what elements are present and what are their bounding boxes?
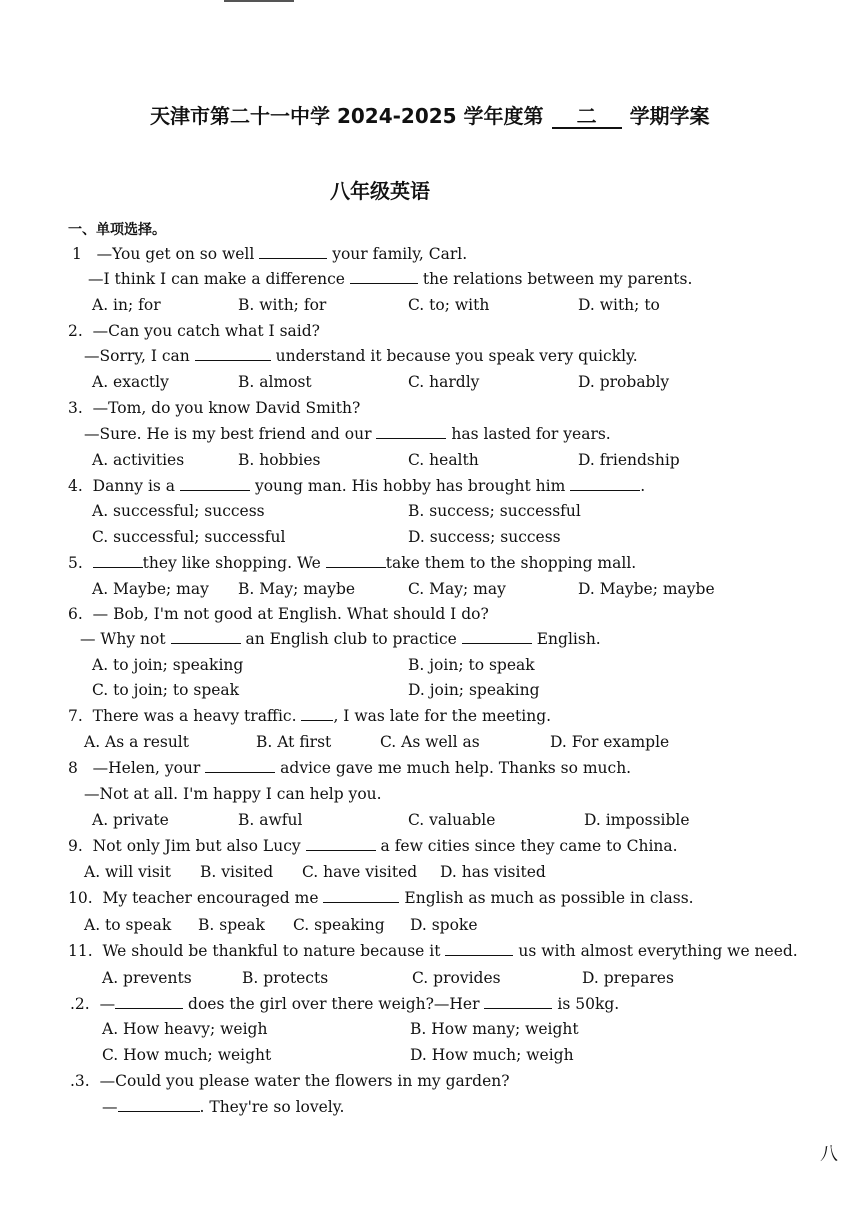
question-13-line-2: — . They're so lovely. bbox=[102, 1098, 345, 1116]
header-title-suffix: 学期学案 bbox=[629, 104, 710, 128]
answer-blank bbox=[326, 553, 386, 568]
question-number: 1 bbox=[72, 245, 82, 263]
question-2-line-2: —Sorry, I can understand it because you speak very quickly. bbox=[84, 347, 638, 365]
option-b: B. join; to speak bbox=[408, 656, 535, 674]
question-9: 9. Not only Jim but also Lucy a few cities since they came to China. bbox=[68, 837, 678, 855]
question-number: 6. bbox=[68, 605, 83, 623]
option-b: B. almost bbox=[238, 373, 312, 391]
option-c: C. valuable bbox=[408, 811, 496, 829]
option-c: C. May; may bbox=[408, 580, 506, 598]
section-title: 一、单项选择。 bbox=[68, 222, 166, 238]
scan-mark bbox=[224, 0, 294, 2]
option-b: B. At first bbox=[256, 733, 332, 751]
answer-blank bbox=[323, 888, 399, 903]
question-4: 4. Danny is a young man. His hobby has brought him . bbox=[68, 477, 646, 495]
option-c: C. health bbox=[408, 451, 479, 469]
option-a: A. successful; success bbox=[92, 502, 265, 520]
option-a: A. private bbox=[92, 811, 169, 829]
answer-blank bbox=[350, 269, 418, 284]
question-number: 5. bbox=[68, 554, 83, 572]
answer-blank bbox=[115, 994, 183, 1009]
answer-blank bbox=[570, 476, 640, 491]
option-b: B. speak bbox=[198, 916, 265, 934]
option-c: C. to; with bbox=[408, 296, 490, 314]
question-1-line-2: —I think I can make a difference the relations between my parents. bbox=[88, 270, 693, 288]
option-c: C. speaking bbox=[293, 916, 385, 934]
option-b: B. How many; weight bbox=[410, 1020, 579, 1038]
option-d: D. Maybe; maybe bbox=[578, 580, 715, 598]
question-number: 10. bbox=[68, 889, 93, 907]
option-c: C. As well as bbox=[380, 733, 480, 751]
option-a: A. exactly bbox=[92, 373, 169, 391]
option-b: B. visited bbox=[200, 863, 274, 881]
answer-blank bbox=[195, 346, 271, 361]
question-number: 2. bbox=[68, 322, 83, 340]
answer-blank bbox=[462, 629, 532, 644]
option-a: A. will visit bbox=[84, 863, 171, 881]
header-term: 二 bbox=[552, 105, 622, 129]
question-11: 11. We should be thankful to nature because it us with almost everything we need. bbox=[68, 942, 798, 960]
answer-blank bbox=[306, 836, 376, 851]
option-d: D. with; to bbox=[578, 296, 660, 314]
question-7: 7. There was a heavy traffic. , I was late for the meeting. bbox=[68, 707, 552, 725]
question-12: .2. — does the girl over there weigh?—Her is 50kg. bbox=[70, 995, 620, 1013]
question-3: 3. —Tom, do you know David Smith? bbox=[68, 399, 361, 417]
option-c: C. to join; to speak bbox=[92, 681, 240, 699]
question-2: 2. —Can you catch what I said? bbox=[68, 322, 320, 340]
answer-blank bbox=[205, 758, 275, 773]
option-b: B. with; for bbox=[238, 296, 327, 314]
question-number: 4. bbox=[68, 477, 83, 495]
page-number: 八 bbox=[820, 1144, 838, 1165]
option-a: A. Maybe; may bbox=[92, 580, 209, 598]
answer-blank bbox=[180, 476, 250, 491]
option-d: D. success; success bbox=[408, 528, 561, 546]
option-d: D. prepares bbox=[582, 969, 674, 987]
question-8-line-2: —Not at all. I'm happy I can help you. bbox=[84, 785, 382, 803]
question-number: 3. bbox=[68, 399, 83, 417]
option-a: A. prevents bbox=[102, 969, 192, 987]
option-d: D. has visited bbox=[440, 863, 546, 881]
question-number: .3. bbox=[70, 1072, 90, 1090]
page-header bbox=[150, 100, 830, 129]
option-b: B. May; maybe bbox=[238, 580, 356, 598]
option-b: B. awful bbox=[238, 811, 303, 829]
option-c: C. provides bbox=[412, 969, 501, 987]
option-a: A. How heavy; weigh bbox=[102, 1020, 268, 1038]
question-10: 10. My teacher encouraged me English as much as possible in class. bbox=[68, 889, 694, 907]
answer-blank bbox=[259, 244, 327, 259]
option-b: B. success; successful bbox=[408, 502, 581, 520]
option-d: D. join; speaking bbox=[408, 681, 540, 699]
option-a: A. activities bbox=[92, 451, 185, 469]
option-d: D. For example bbox=[550, 733, 670, 751]
option-d: D. probably bbox=[578, 373, 670, 391]
header-title-prefix: 天津市第二十一中学 2024-2025 学年度第 bbox=[150, 104, 544, 128]
option-c: C. successful; successful bbox=[92, 528, 286, 546]
question-1: 1 —You get on so well your family, Carl. bbox=[72, 245, 468, 263]
option-b: B. hobbies bbox=[238, 451, 321, 469]
option-c: C. have visited bbox=[302, 863, 418, 881]
answer-blank bbox=[171, 629, 241, 644]
option-a: A. to speak bbox=[84, 916, 172, 934]
option-d: D. friendship bbox=[578, 451, 680, 469]
option-d: D. spoke bbox=[410, 916, 478, 934]
question-5: 5. they like shopping. We take them to the shopping mall. bbox=[68, 554, 637, 572]
question-number: 11. bbox=[68, 942, 93, 960]
question-8: 8 —Helen, your advice gave me much help. Thanks so much. bbox=[68, 759, 632, 777]
option-a: A. to join; speaking bbox=[92, 656, 244, 674]
question-3-line-2: —Sure. He is my best friend and our has lasted for years. bbox=[84, 425, 611, 443]
question-6-line-2: — Why not an English club to practice English. bbox=[80, 630, 601, 648]
option-d: D. How much; weigh bbox=[410, 1046, 574, 1064]
option-b: B. protects bbox=[242, 969, 329, 987]
option-c: C. How much; weight bbox=[102, 1046, 272, 1064]
option-d: D. impossible bbox=[584, 811, 690, 829]
option-c: C. hardly bbox=[408, 373, 480, 391]
question-number: 8 bbox=[68, 759, 78, 777]
subject-title: 八年级英语 bbox=[330, 179, 430, 203]
answer-blank bbox=[484, 994, 552, 1009]
option-a: A. in; for bbox=[92, 296, 161, 314]
answer-blank bbox=[376, 424, 446, 439]
option-a: A. As a result bbox=[84, 733, 189, 751]
question-13: .3. —Could you please water the flowers in my garden? bbox=[70, 1072, 510, 1090]
answer-blank bbox=[118, 1097, 200, 1112]
question-number: 7. bbox=[68, 707, 83, 725]
question-number: .2. bbox=[70, 995, 90, 1013]
question-number: 9. bbox=[68, 837, 83, 855]
answer-blank bbox=[93, 553, 143, 568]
question-6: 6. — Bob, I'm not good at English. What should I do? bbox=[68, 605, 489, 623]
answer-blank bbox=[445, 941, 513, 956]
answer-blank bbox=[301, 706, 333, 721]
